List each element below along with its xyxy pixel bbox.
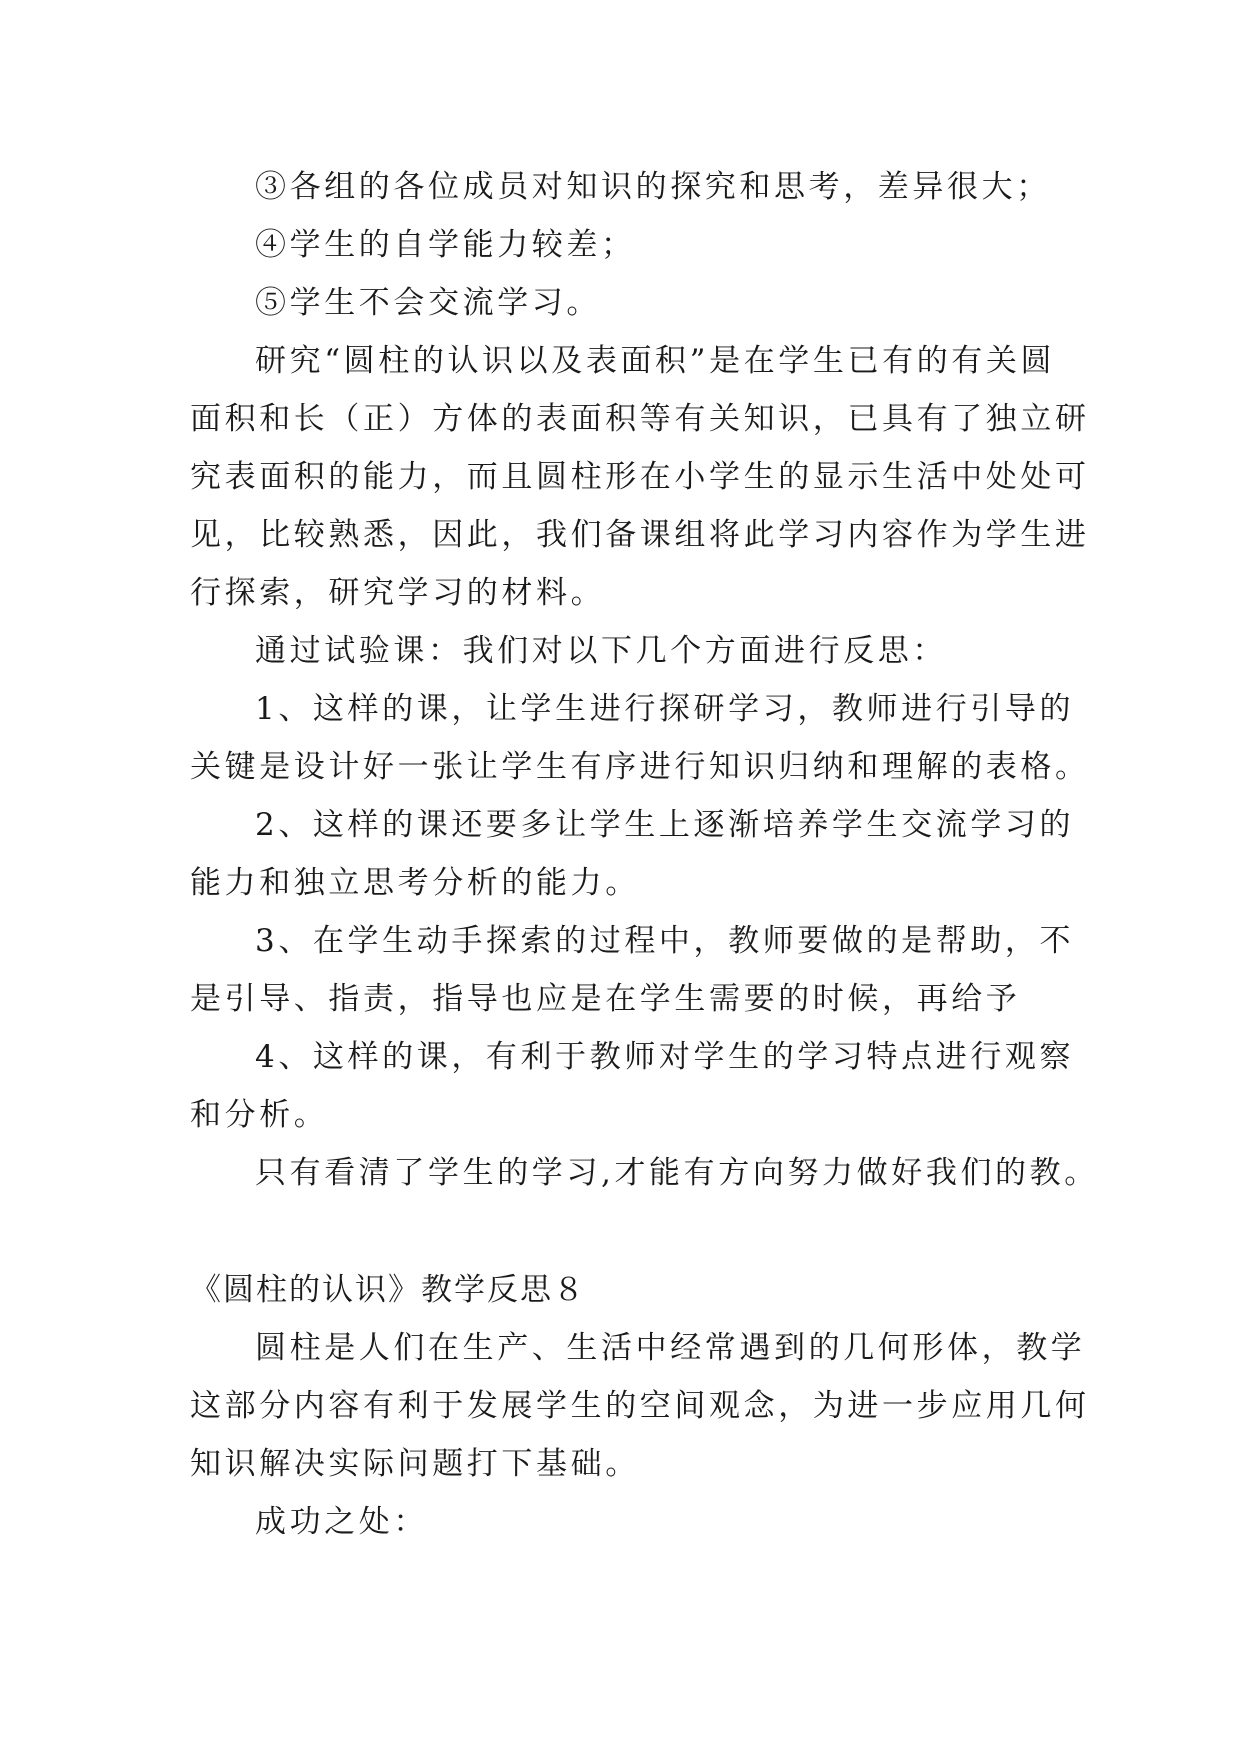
paragraph-line: 成功之处： xyxy=(255,1504,428,1540)
paragraph-line: 通过试验课：我们对以下几个方面进行反思： xyxy=(255,633,947,669)
paragraph-line: 关键是设计好一张让学生有序进行知识归纳和理解的表格。 xyxy=(190,749,1090,785)
paragraph-line: 究表面积的能力，而且圆柱形在小学生的显示生活中处处可 xyxy=(190,459,1090,495)
paragraph-line: 面积和长（正）方体的表面积等有关知识，已具有了独立研 xyxy=(190,401,1090,437)
numbered-item-1: 1、这样的课，让学生进行探研学习，教师进行引导的 xyxy=(255,691,1075,727)
numbered-item-4: 4、这样的课，有利于教师对学生的学习特点进行观察 xyxy=(255,1039,1075,1075)
paragraph-line: 研究“圆柱的认识以及表面积”是在学生已有的有关圆 xyxy=(255,343,1056,379)
list-item-5: ⑤学生不会交流学习。 xyxy=(255,285,601,321)
paragraph-line: 圆柱是人们在生产、生活中经常遇到的几何形体，教学 xyxy=(255,1330,1086,1366)
list-item-3: ③各组的各位成员对知识的探究和思考，差异很大； xyxy=(255,169,1051,205)
paragraph-line: 是引导、指责，指导也应是在学生需要的时候，再给予 xyxy=(190,981,1021,1017)
paragraph-line: 这部分内容有利于发展学生的空间观念，为进一步应用几何 xyxy=(190,1388,1090,1424)
section-heading: 《圆柱的认识》教学反思８ xyxy=(190,1272,586,1308)
paragraph-line: 能力和独立思考分析的能力。 xyxy=(190,865,640,901)
paragraph-line: 和分析。 xyxy=(190,1097,329,1133)
numbered-item-2: 2、这样的课还要多让学生上逐渐培养学生交流学习的 xyxy=(255,807,1075,843)
paragraph-line: 行探索，研究学习的材料。 xyxy=(190,575,606,611)
paragraph-line: 知识解决实际问题打下基础。 xyxy=(190,1446,640,1482)
paragraph-line: 只有看清了学生的学习,才能有方向努力做好我们的教。 xyxy=(255,1155,1099,1191)
paragraph-line: 见，比较熟悉，因此，我们备课组将此学习内容作为学生进 xyxy=(190,517,1090,553)
list-item-4: ④学生的自学能力较差； xyxy=(255,227,636,263)
numbered-item-3: 3、在学生动手探索的过程中，教师要做的是帮助，不 xyxy=(255,923,1075,959)
